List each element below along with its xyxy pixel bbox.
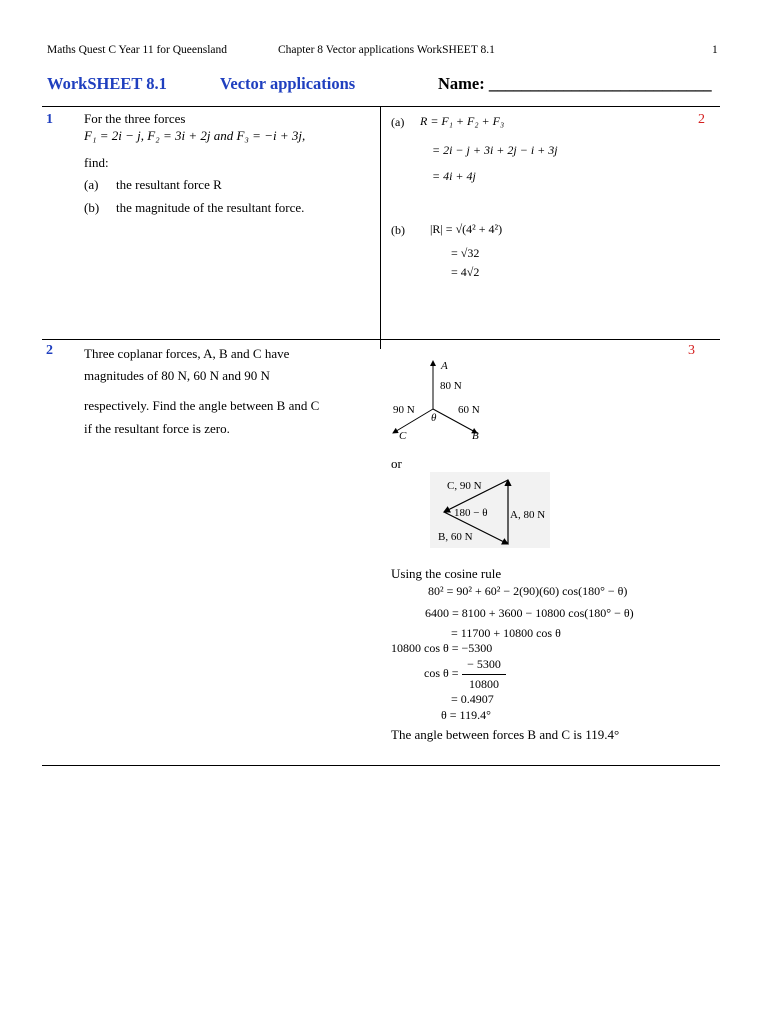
q1-find: find: — [84, 155, 109, 170]
q2-line1: Three coplanar forces, A, B and C have — [84, 346, 290, 361]
label-b-60n: B, 60 N — [438, 531, 473, 543]
column-divider-q1 — [380, 106, 381, 339]
header-page-number: 1 — [712, 44, 718, 56]
label-180-theta: 180 − θ — [454, 507, 488, 519]
force-triangle-diagram — [430, 472, 550, 548]
q1-answer-b-line1: |R| = √(4² + 4²) — [430, 222, 503, 236]
q1-answer-a-line2: = 2i − j + 3i + 2j − i + 3j — [432, 143, 558, 157]
q1-part-b-text: the magnitude of the resultant force. — [116, 200, 305, 215]
working-line-1: 80² = 90² + 60² − 2(90)(60) cos(180° − θ) — [428, 584, 628, 598]
label-a: A — [441, 360, 448, 372]
q1-part-a-label: (a) — [84, 177, 99, 192]
or-text: or — [391, 456, 402, 471]
label-90n: 90 N — [393, 404, 415, 416]
q1-answer-b-line2: = √32 — [451, 246, 480, 260]
q1-answer-a-line3: = 4i + 4j — [432, 169, 476, 183]
working-line-7: θ = 119.4° — [441, 708, 491, 722]
q1-answer-a-label: (a) — [391, 115, 405, 129]
q2-line4: if the resultant force is zero. — [84, 421, 230, 436]
question-number: 1 — [46, 112, 53, 127]
working-line-5-lhs: cos θ = — [424, 666, 459, 680]
working-line-3: = 11700 + 10800 cos θ — [451, 626, 561, 640]
question-marks: 2 — [698, 112, 705, 127]
q1-part-b-label: (b) — [84, 200, 100, 215]
question-number: 2 — [46, 343, 53, 358]
label-80n: 80 N — [440, 380, 462, 392]
working-line-2: 6400 = 8100 + 3600 − 10800 cos(180° − θ) — [425, 606, 634, 620]
q1-answer-b-label: (b) — [391, 223, 405, 237]
fraction-numerator: − 5300 — [467, 657, 501, 671]
q1-intro: For the three forces — [84, 111, 186, 126]
label-c-90n: C, 90 N — [447, 480, 482, 492]
worksheet-code: WorkSHEET 8.1 — [47, 74, 167, 93]
working-line-4: 10800 cos θ = −5300 — [391, 641, 493, 655]
header-book-title: Maths Quest C Year 11 for Queensland — [47, 44, 228, 56]
working-line-6: = 0.4907 — [451, 692, 494, 706]
table-bottom-rule — [42, 765, 720, 766]
label-60n: 60 N — [458, 404, 480, 416]
row-divider-rule — [42, 339, 720, 340]
cosine-rule-heading: Using the cosine rule — [391, 566, 502, 581]
q1-forces: F₁ = 2i − j, F₂ = 3i + 2j and F₃ = −i + 3j, — [84, 128, 306, 143]
column-divider-q2 — [380, 339, 381, 349]
question-marks: 3 — [688, 343, 695, 358]
fraction-bar — [462, 674, 506, 675]
worksheet-topic: Vector applications — [220, 74, 356, 93]
name-field[interactable]: Name: ___________________________ — [438, 74, 712, 93]
force-diagram-star — [385, 355, 495, 447]
header-chapter: Chapter 8 Vector applications WorkSHEET 8.1 — [278, 44, 495, 56]
label-b: B — [472, 430, 479, 442]
label-c: C — [399, 430, 407, 442]
conclusion-text: The angle between forces B and C is 119.4° — [391, 727, 620, 742]
q2-line2: magnitudes of 80 N, 60 N and 90 N — [84, 368, 270, 383]
fraction-denominator: 10800 — [469, 677, 499, 691]
q1-answer-a-line1: R = F₁ + F₂ + F₃ — [420, 114, 505, 128]
q1-answer-b-line3: = 4√2 — [451, 265, 480, 279]
table-top-rule — [42, 106, 720, 107]
label-a-80n: A, 80 N — [510, 509, 546, 521]
label-theta: θ — [431, 412, 437, 424]
q2-line3: respectively. Find the angle between B and C — [84, 398, 320, 413]
q1-part-a-text: the resultant force R — [116, 177, 222, 192]
